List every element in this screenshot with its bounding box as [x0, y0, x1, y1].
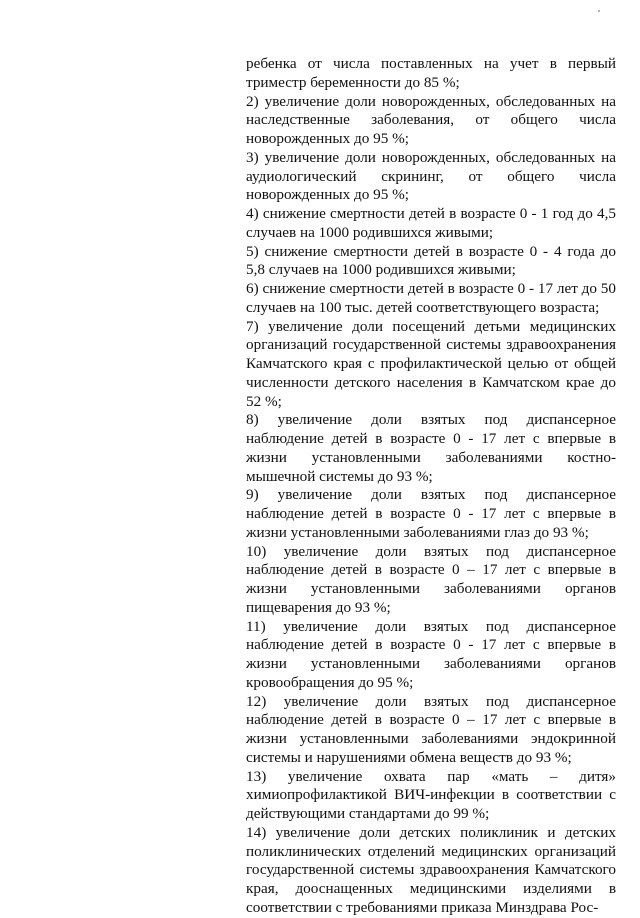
paragraph-item-9: 9) увеличение доли взятых под диспансерное наблюдение детей в возрасте 0 - 17 лет с впервые в жизни установленными заболеваниями глаз до 93 %;	[246, 486, 616, 541]
paragraph-item-14: 14) увеличение доли детских поликлиник и детских поликлинических отделений медицинских организаций государственной системы здравоохранения Камчатского края, дооснащенных медицинскими изделиями в соответствии с требованиями приказа Минздрава Рос-	[246, 823, 616, 916]
paragraph-item-7: 7) увеличение доли посещений детьми медицинских организаций государственной системы здравоохранения Камчатского края с профилактической целью от общей численности детского населения в Камчатском крае до 52 %;	[246, 317, 616, 410]
paragraph-item-8: 8) увеличение доли взятых под диспансерное наблюдение детей в возрасте 0 - 17 лет с впервые в жизни установленными заболеваниями костно-мышечной системы до 93 %;	[246, 411, 616, 485]
paragraph-item-12: 12) увеличение доли взятых под диспансерное наблюдение детей в возрасте 0 – 17 лет с впервые в жизни установленными заболеваниями эндокринной системы и нарушениями обмена веществ до 93 %;	[246, 692, 616, 766]
paragraph-item-3: 3) увеличение доли новорожденных, обследованных на аудиологический скрининг, от общего числа новорожденных до 95 %;	[246, 148, 616, 204]
paragraph-item-4: 4) снижение смертности детей в возрасте 0 - 1 год до 4,5 случаев на 1000 родившихся живыми;	[246, 205, 616, 241]
paragraph-continuation: ребенка от числа поставленных на учет в первый триместр беременности до 85 %;	[246, 55, 616, 91]
paragraph-item-10: 10) увеличение доли взятых под диспансерное наблюдение детей в возрасте 0 – 17 лет с впервые в жизни установленными заболеваниями органов пищеварения до 93 %;	[246, 542, 616, 616]
paragraph-item-2: 2) увеличение доли новорожденных, обследованных на наследственные заболевания, от общего числа новорожденных до 95 %;	[246, 92, 616, 147]
paragraph-item-6: 6) снижение смертности детей в возрасте 0 - 17 лет до 50 случаев на 100 тыс. детей соответствующего возраста;	[246, 280, 616, 316]
paragraph-item-13: 13) увеличение охвата пар «мать – дитя» химиопрофилактикой ВИЧ-инфекции в соответствии с действующими стандартами до 99 %;	[246, 767, 616, 822]
paragraph-item-5: 5) снижение смертности детей в возрасте 0 - 4 года до 5,8 случаев на 1000 родившихся живыми;	[246, 242, 616, 279]
paragraph-item-11: 11) увеличение доли взятых под диспансерное наблюдение детей в возрасте 0 - 17 лет с впервые в жизни установленными заболеваниями органов кровообращения до 95 %;	[246, 617, 616, 691]
scan-speck	[598, 10, 600, 12]
document-body	[246, 55, 616, 918]
